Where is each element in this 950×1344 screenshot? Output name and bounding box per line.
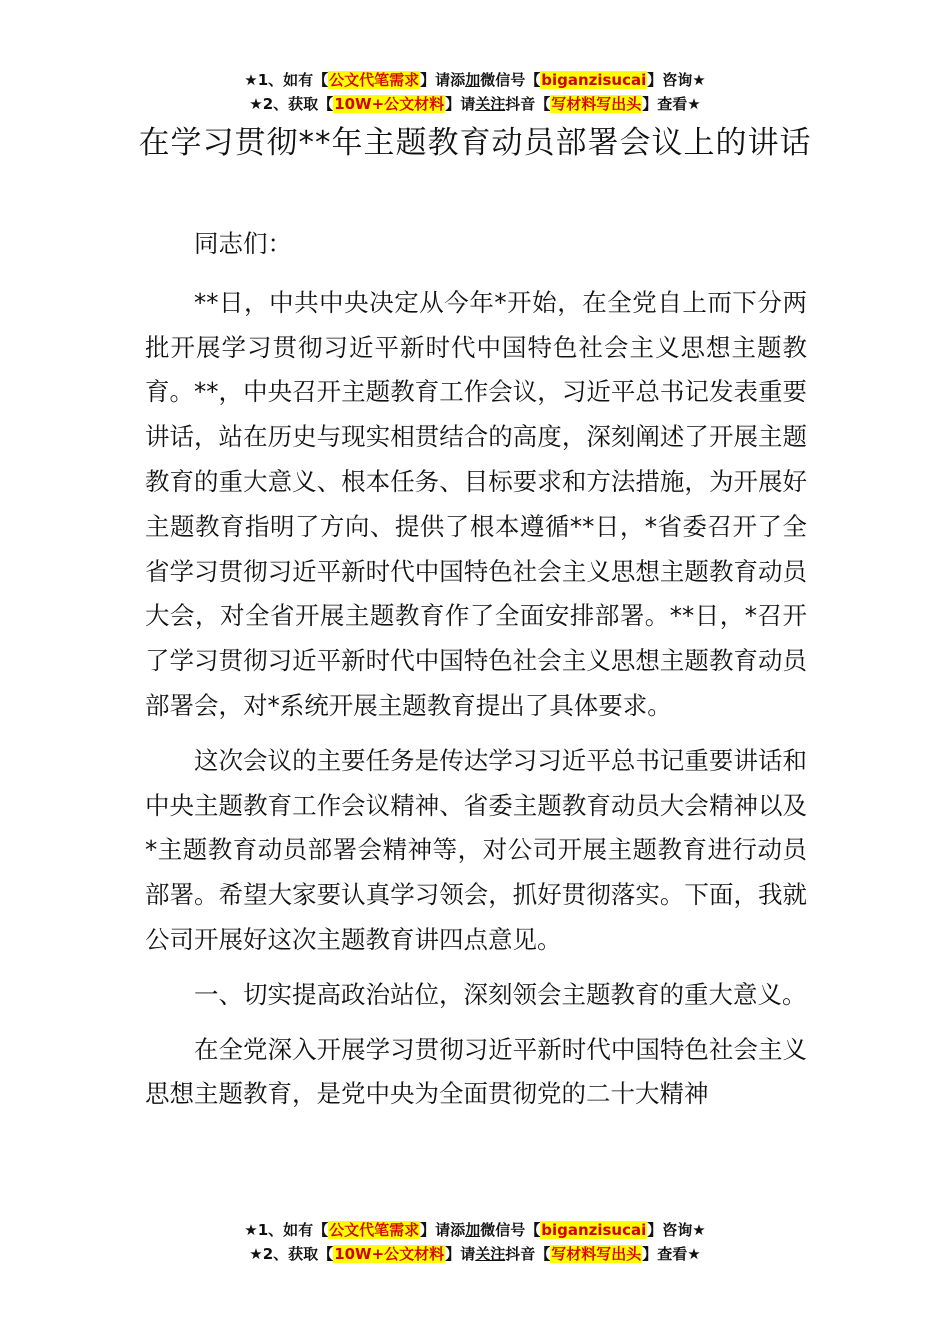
banner-text: 微信号【 [480, 1221, 541, 1239]
footer-banner [0, 1218, 950, 1266]
salutation: 同志们： [194, 229, 292, 258]
banner-underlined-text: 加 [465, 71, 481, 89]
highlight-douyin: 写材料写出头 [551, 1245, 642, 1263]
banner-text: 】查看★ [642, 1245, 701, 1263]
banner-text: 】查看★ [642, 95, 701, 113]
banner-line-1 [0, 68, 950, 92]
banner-line-1 [0, 1218, 950, 1242]
banner-text: 】请添 [420, 1221, 466, 1239]
banner-underlined-text: 关注 [475, 95, 506, 113]
banner-text: ★2、获取【 [249, 1245, 334, 1263]
banner-line-2 [0, 92, 950, 116]
highlight-douyin: 写材料写出头 [551, 95, 642, 113]
highlight-service: 公文代笔需求 [329, 1221, 420, 1239]
banner-text: 抖音【 [505, 1245, 551, 1263]
header-banner [0, 68, 950, 116]
banner-text: 】请添 [420, 71, 466, 89]
banner-text: 】咨询★ [647, 71, 706, 89]
banner-text: ★1、如有【 [244, 71, 329, 89]
banner-text: 】请 [445, 1245, 476, 1263]
section-heading: 一、切实提高政治站位，深刻领会主题教育的重大意义。 [194, 979, 807, 1009]
banner-text: 微信号【 [480, 71, 541, 89]
highlight-wechat-id: biganzisucai [541, 71, 647, 89]
banner-underlined-text: 加 [465, 1221, 481, 1239]
highlight-wechat-id: biganzisucai [541, 1221, 647, 1239]
document-title: 在学习贯彻**年主题教育动员部署会议上的讲话 [138, 125, 812, 161]
paragraph: 在全党深入开展学习贯彻习近平新时代中国特色社会主义思想主题教育，是党中央为全面贯彻党的二十大精神 [145, 1034, 807, 1109]
banner-text: 】咨询★ [647, 1221, 706, 1239]
banner-line-2 [0, 1242, 950, 1266]
banner-text: 】请 [445, 95, 476, 113]
banner-text: ★1、如有【 [244, 1221, 329, 1239]
document-body [145, 222, 807, 1127]
paragraph: **日，中共中央决定从今年*开始，在全党自上而下分两批开展学习贯彻习近平新时代中国特色社会主义思想主题教育。**，中央召开主题教育工作会议，习近平总书记发表重要讲话，站在历史与现实相贯结合的高度，深刻阐述了开展主题教育的重大意义、根本任务、目标要求和方法措施，为开展好主题教育指明了方向、提供了根本遵循**日，*省委召开了全省学习贯彻习近平新时代中国特色社会主义思想主题教育动员大会，对全省开展主题教育作了全面安排部署。**日，*召开了学习贯彻习近平新时代中国特色社会主义思想主题教育动员部署会，对*系统开展主题教育提出了具体要求。 [145, 287, 807, 720]
banner-text: ★2、获取【 [249, 95, 334, 113]
banner-text: 抖音【 [505, 95, 551, 113]
paragraph: 这次会议的主要任务是传达学习习近平总书记重要讲话和中央主题教育工作会议精神、省委主题教育动员大会精神以及*主题教育动员部署会精神等，对公司开展主题教育进行动员部署。希望大家要认真学习领会，抓好贯彻落实。下面，我就公司开展好这次主题教育讲四点意见。 [145, 745, 807, 954]
highlight-materials: 10W+公文材料 [334, 95, 445, 113]
highlight-materials: 10W+公文材料 [334, 1245, 445, 1263]
highlight-service: 公文代笔需求 [329, 71, 420, 89]
banner-underlined-text: 关注 [475, 1245, 506, 1263]
